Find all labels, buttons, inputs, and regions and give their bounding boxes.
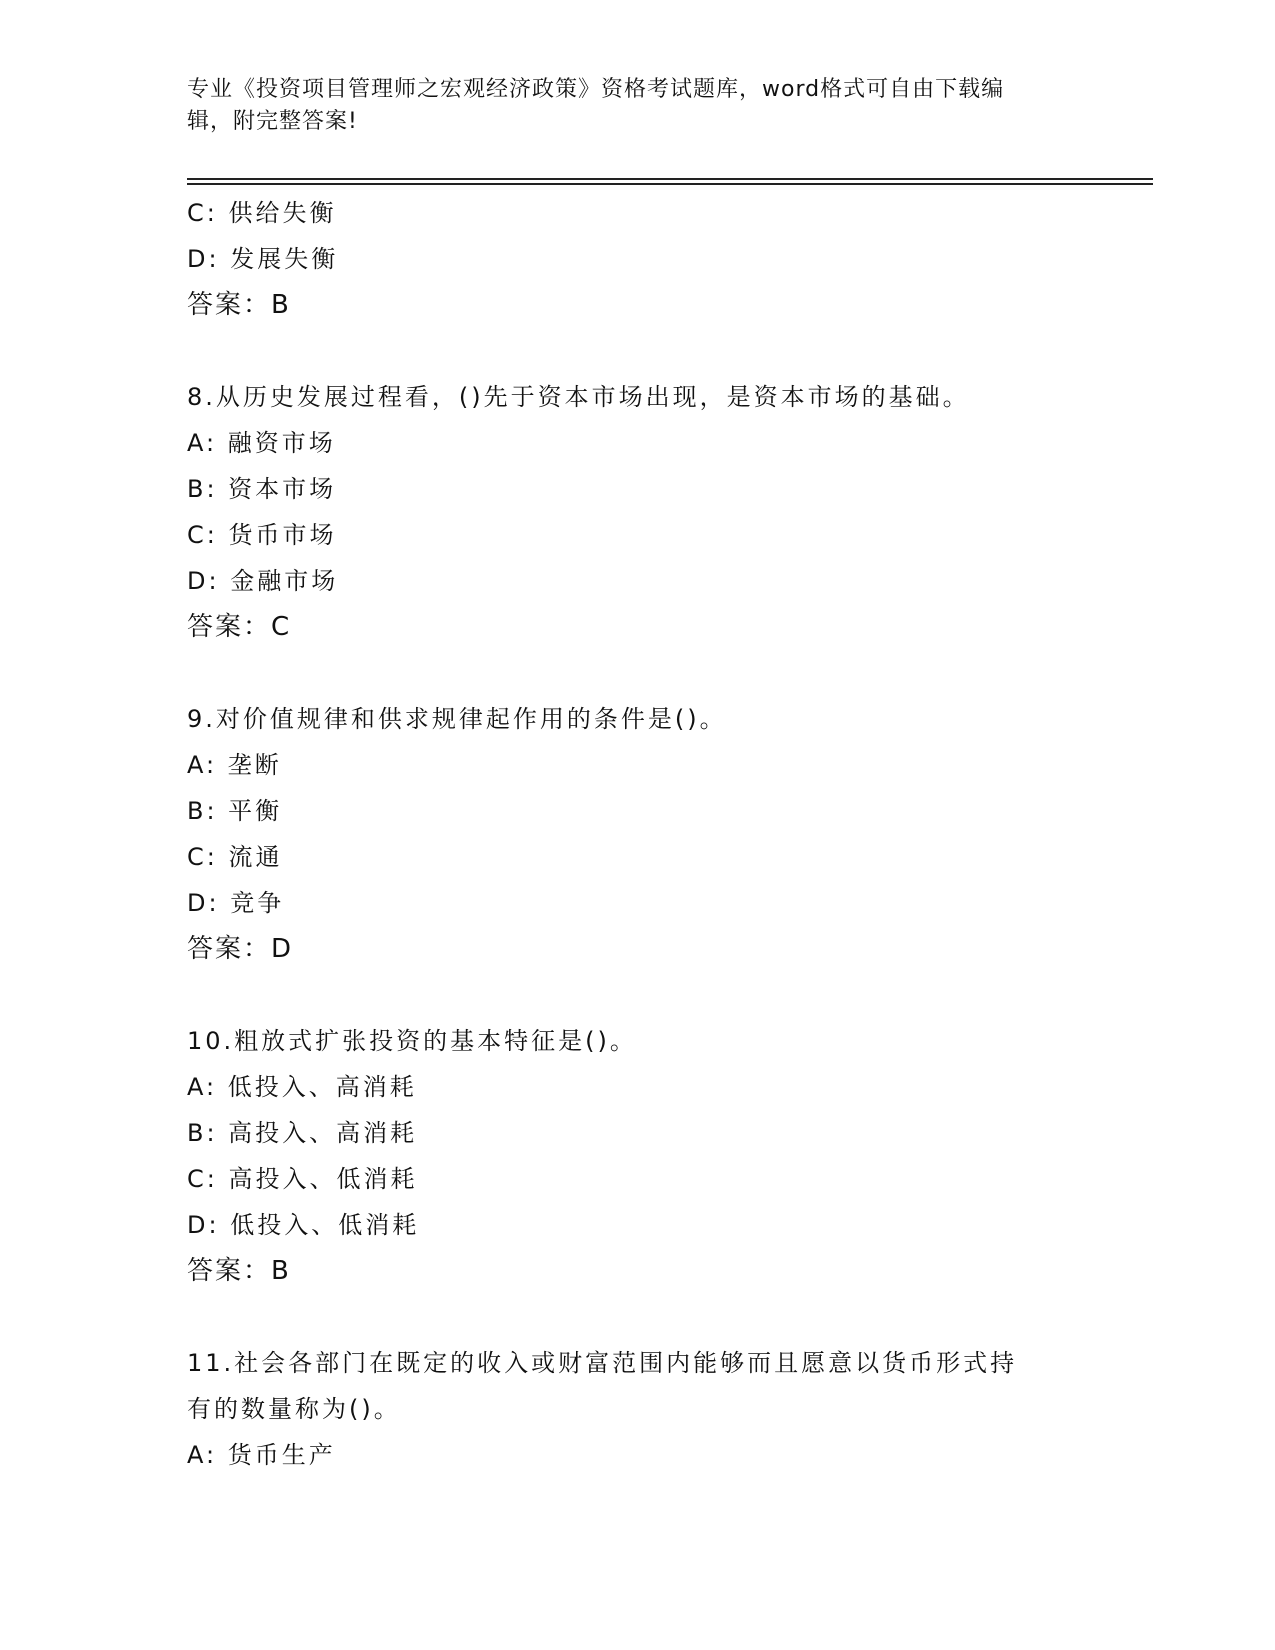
spacer	[187, 972, 1087, 1018]
header-line-2: 辑，附完整答案!	[187, 109, 358, 134]
header-rule-top	[187, 178, 1153, 180]
question-block-8	[187, 374, 1087, 650]
option-b: B: 资本市场	[187, 475, 337, 503]
option-a: A: 货币生产	[187, 1441, 336, 1469]
spacer	[187, 328, 1087, 374]
document-header	[187, 74, 1087, 138]
question-text: 9.对价值规律和供求规律起作用的条件是()。	[187, 705, 727, 733]
option-b: B: 平衡	[187, 797, 283, 825]
option-a: A: 融资市场	[187, 429, 336, 457]
option-c: C: 货币市场	[187, 521, 337, 549]
option-c: C: 供给失衡	[187, 199, 337, 227]
option-a: A: 垄断	[187, 751, 282, 779]
option-d: D: 低投入、低消耗	[187, 1211, 420, 1239]
header-line-1: 专业《投资项目管理师之宏观经济政策》资格考试题库，word格式可自由下载编	[187, 77, 1005, 102]
answer: 答案：B	[187, 290, 291, 320]
answer: 答案：C	[187, 612, 292, 642]
question-text-line-1: 11.社会各部门在既定的收入或财富范围内能够而且愿意以货币形式持	[187, 1349, 1018, 1377]
option-d: D: 发展失衡	[187, 245, 339, 273]
answer: 答案：D	[187, 934, 294, 964]
option-c: C: 流通	[187, 843, 283, 871]
question-text: 8.从历史发展过程看，()先于资本市场出现，是资本市场的基础。	[187, 383, 970, 411]
option-b: B: 高投入、高消耗	[187, 1119, 418, 1147]
question-block-11	[187, 1340, 1087, 1478]
question-block-10	[187, 1018, 1087, 1294]
option-c: C: 高投入、低消耗	[187, 1165, 418, 1193]
answer: 答案：B	[187, 1256, 291, 1286]
spacer	[187, 650, 1087, 696]
spacer	[187, 1294, 1087, 1340]
question-list	[187, 190, 1087, 1478]
option-a: A: 低投入、高消耗	[187, 1073, 417, 1101]
question-text: 10.粗放式扩张投资的基本特征是()。	[187, 1027, 637, 1055]
option-d: D: 金融市场	[187, 567, 339, 595]
question-block-prev	[187, 190, 1087, 328]
header-rule-bottom	[187, 183, 1153, 185]
option-d: D: 竞争	[187, 889, 285, 917]
question-block-9	[187, 696, 1087, 972]
question-text-line-2: 有的数量称为()。	[187, 1395, 401, 1423]
